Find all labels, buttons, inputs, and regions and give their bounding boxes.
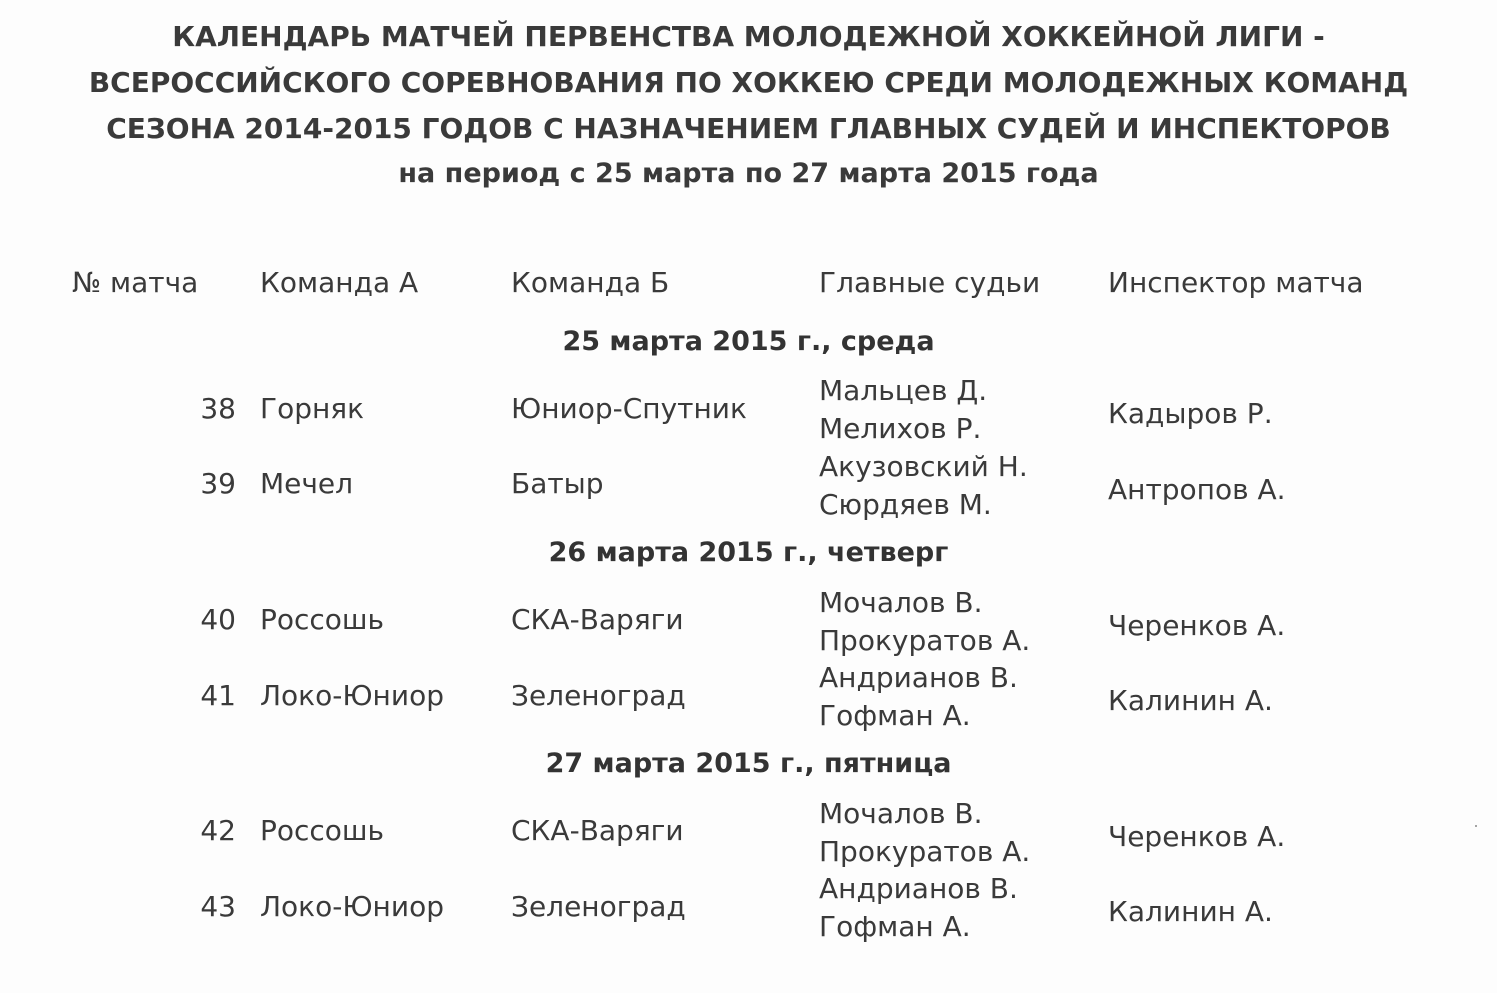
- team-a: Мечел: [260, 467, 354, 500]
- referee: Прокуратов А.: [819, 835, 1031, 868]
- referee: Андрианов В.: [819, 872, 1018, 905]
- inspector: Антропов А.: [1108, 473, 1286, 506]
- title-line-1: КАЛЕНДАРЬ МАТЧЕЙ ПЕРВЕНСТВА МОЛОДЕЖНОЙ ХОККЕЙНОЙ ЛИГИ -: [172, 20, 1325, 53]
- match-number: 40: [200, 603, 236, 636]
- referee: Гофман А.: [819, 699, 971, 732]
- referee: Мочалов В.: [819, 586, 983, 619]
- inspector: Калинин А.: [1108, 684, 1273, 717]
- match-number: 43: [200, 890, 236, 923]
- match-number: 38: [200, 392, 236, 425]
- team-a: Локо-Юниор: [260, 890, 444, 923]
- inspector: Калинин А.: [1108, 895, 1273, 928]
- inspector: Кадыров Р.: [1108, 397, 1273, 430]
- match-number: 41: [200, 679, 236, 712]
- inspector: Черенков А.: [1108, 609, 1286, 642]
- referee: Андрианов В.: [819, 661, 1018, 694]
- referee: Мелихов Р.: [819, 412, 982, 445]
- header-match-no: № матча: [72, 266, 199, 299]
- referee: Мальцев Д.: [819, 374, 988, 407]
- title-period: на период с 25 марта по 27 марта 2015 года: [398, 158, 1099, 189]
- header-referees: Главные судьи: [819, 266, 1041, 299]
- team-b: Зеленоград: [511, 890, 686, 923]
- team-b: СКА-Варяги: [511, 603, 684, 636]
- referee: Акузовский Н.: [819, 450, 1028, 483]
- team-b: СКА-Варяги: [511, 814, 684, 847]
- team-b: Батыр: [511, 467, 604, 500]
- team-b: Зеленоград: [511, 679, 686, 712]
- team-a: Горняк: [260, 392, 365, 425]
- referee: Прокуратов А.: [819, 624, 1031, 657]
- header-inspector: Инспектор матча: [1108, 266, 1364, 299]
- match-number: 39: [200, 467, 236, 500]
- date-heading: 27 марта 2015 г., пятница: [545, 748, 952, 779]
- title-line-3: СЕЗОНА 2014-2015 ГОДОВ С НАЗНАЧЕНИЕМ ГЛАВНЫХ СУДЕЙ И ИНСПЕКТОРОВ: [106, 112, 1391, 145]
- referee: Мочалов В.: [819, 797, 983, 830]
- title-line-2: ВСЕРОССИЙСКОГО СОРЕВНОВАНИЯ ПО ХОККЕЮ СРЕДИ МОЛОДЕЖНЫХ КОМАНД: [88, 66, 1409, 99]
- header-team-b: Команда Б: [511, 266, 670, 299]
- team-a: Россошь: [260, 814, 385, 847]
- team-a: Россошь: [260, 603, 385, 636]
- inspector: Черенков А.: [1108, 820, 1286, 853]
- date-heading: 26 марта 2015 г., четверг: [548, 537, 949, 568]
- referee: Гофман А.: [819, 910, 971, 943]
- match-number: 42: [200, 814, 236, 847]
- team-b: Юниор-Спутник: [511, 392, 747, 425]
- header-team-a: Команда А: [260, 266, 419, 299]
- date-heading: 25 марта 2015 г., среда: [562, 326, 935, 357]
- team-a: Локо-Юниор: [260, 679, 444, 712]
- referee: Сюрдяев М.: [819, 488, 992, 521]
- scan-speck: [1475, 825, 1477, 827]
